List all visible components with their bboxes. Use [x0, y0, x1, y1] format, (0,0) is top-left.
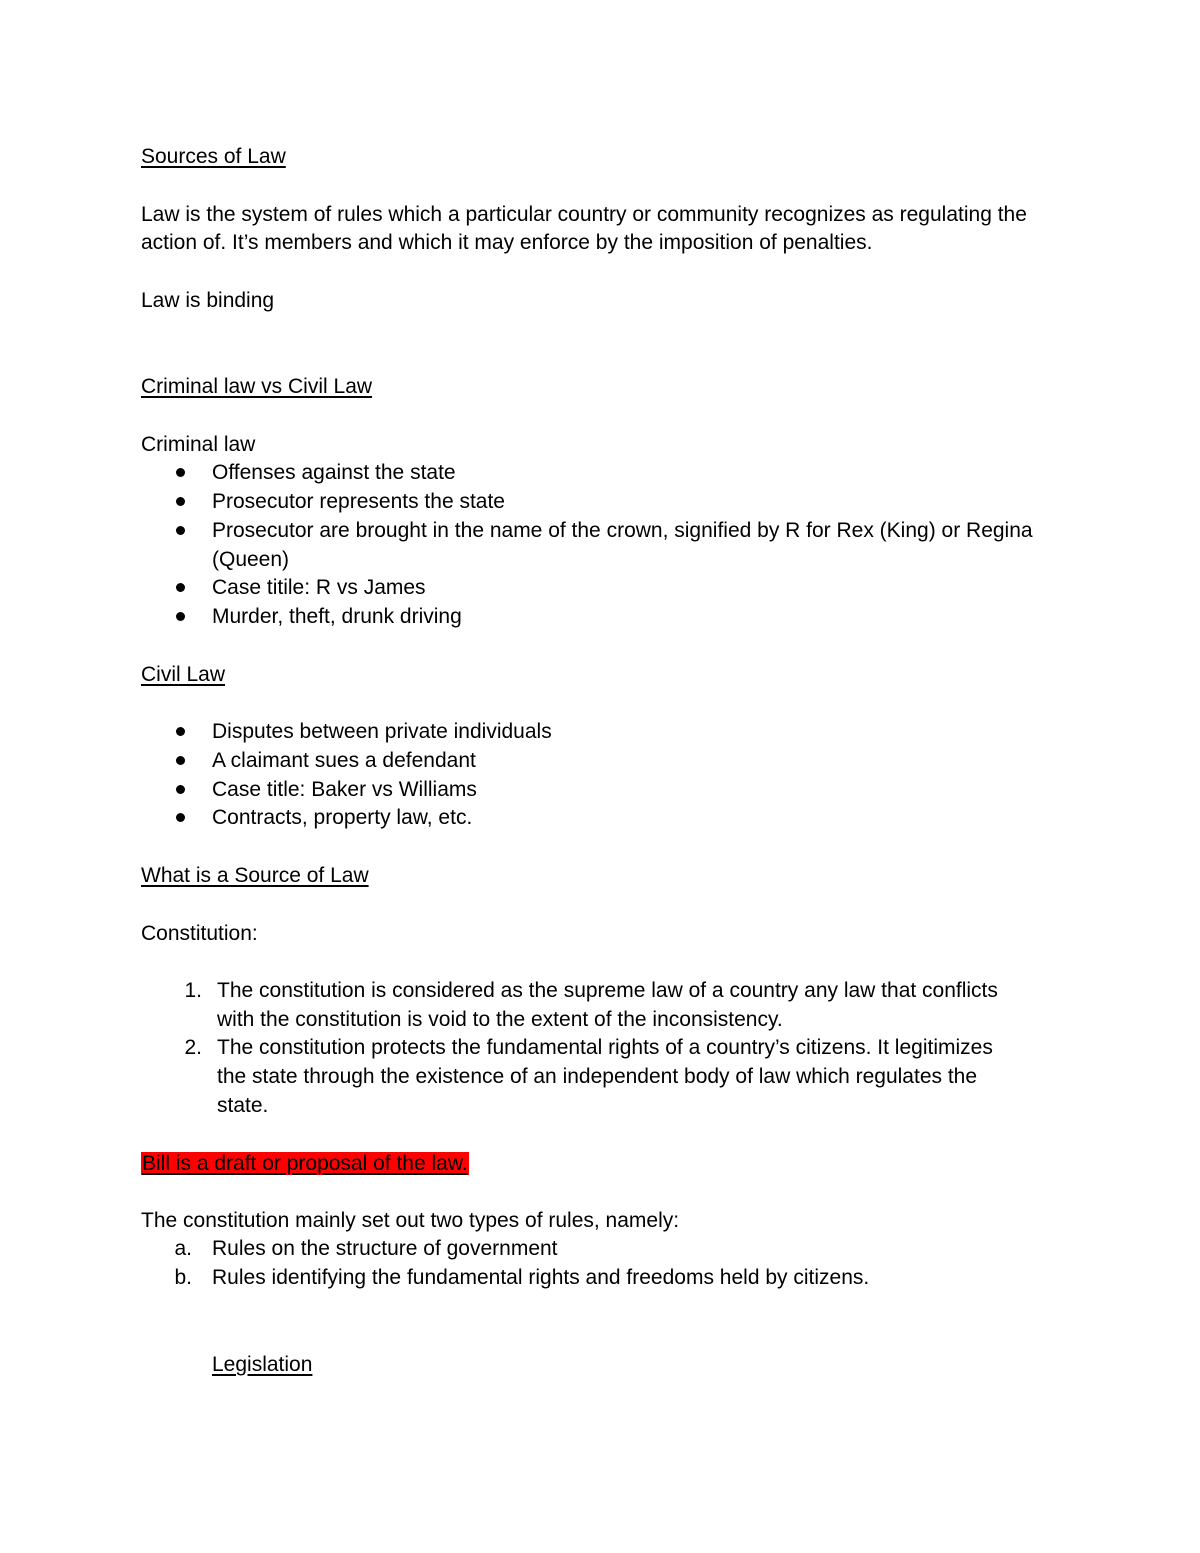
criminal-law-item: Prosecutor represents the state [212, 490, 505, 513]
criminal-law-item: Prosecutor are brought in the name of the crown, signified by R for Rex (King) or Regina [212, 519, 1033, 542]
binding-statement: Law is binding [141, 289, 275, 312]
bill-note [141, 1149, 469, 1178]
rules-intro: The constitution mainly set out two types of rules, namely: [141, 1209, 680, 1232]
constitution-point-1-line-2: with the constitution is void to the extent of the inconsistency. [217, 1008, 783, 1031]
constitution-point-2-line-3: state. [217, 1094, 269, 1117]
civil-law-item: Disputes between private individuals [212, 720, 552, 743]
bullet-icon [176, 468, 185, 477]
criminal-vs-civil-heading: Criminal law vs Civil Law [141, 375, 373, 398]
criminal-law-item: Offenses against the state [212, 461, 456, 484]
source-of-law-heading: What is a Source of Law [141, 864, 369, 887]
highlighted-bill-definition: Bill is a draft or proposal of the law. [142, 1152, 468, 1175]
constitution-point-2-line-2: the state through the existence of an independent body of law which regulates the [217, 1065, 978, 1088]
intro-paragraph-line-2: action of. It’s members and which it may enforce by the imposition of penalties. [141, 231, 873, 254]
bullet-icon [176, 583, 185, 592]
criminal-law-label: Criminal law [141, 433, 256, 456]
constitution-point-1-line-1: The constitution is considered as the supreme law of a country any law that conflicts [217, 979, 998, 1002]
bullet-icon [176, 813, 185, 822]
criminal-law-item: Case titile: R vs James [212, 576, 426, 599]
list-letter: a. [174, 1237, 192, 1260]
civil-law-item: Case title: Baker vs Williams [212, 778, 477, 801]
criminal-law-item: Murder, theft, drunk driving [212, 605, 462, 628]
rules-item: Rules on the structure of government [212, 1237, 558, 1260]
bullet-icon [176, 612, 185, 621]
civil-law-heading: Civil Law [141, 663, 226, 686]
list-number: 2. [184, 1036, 202, 1059]
bullet-icon [176, 526, 185, 535]
list-number: 1. [184, 979, 202, 1002]
criminal-law-item-continued: (Queen) [212, 548, 290, 571]
constitution-label: Constitution: [141, 922, 258, 945]
civil-law-item: A claimant sues a defendant [212, 749, 476, 772]
civil-law-item: Contracts, property law, etc. [212, 806, 473, 829]
bullet-icon [176, 727, 185, 736]
legislation-heading: Legislation [212, 1353, 313, 1376]
bullet-icon [176, 756, 185, 765]
bullet-icon [176, 497, 185, 506]
bullet-icon [176, 785, 185, 794]
constitution-point-2-line-1: The constitution protects the fundamental rights of a country’s citizens. It legitimizes [217, 1036, 993, 1059]
rules-item: Rules identifying the fundamental rights and freedoms held by citizens. [212, 1266, 870, 1289]
document-title: Sources of Law [141, 145, 286, 168]
intro-paragraph-line-1: Law is the system of rules which a particular country or community recognizes as regulating the [141, 203, 1027, 226]
list-letter: b. [174, 1266, 192, 1289]
